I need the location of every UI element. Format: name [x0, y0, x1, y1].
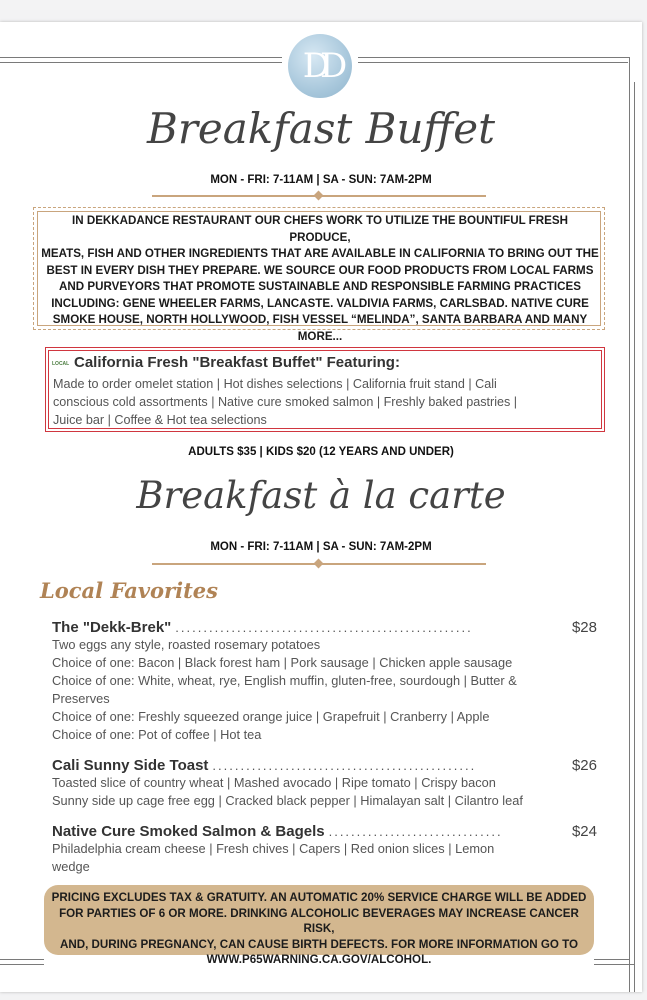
buffet-title: Breakfast Buffet	[146, 104, 496, 153]
notice-line: FOR PARTIES OF 6 OR MORE. DRINKING ALCOHOLIC BEVERAGES MAY INCREASE CANCER RISK,	[59, 906, 579, 935]
menu-item-header	[52, 619, 597, 636]
menu-item-desc: Preserves	[52, 691, 110, 706]
intro-line: IN DEKKADANCE RESTAURANT OUR CHEFS WORK TO UTILIZE THE BOUNTIFUL FRESH PRODUCE,	[72, 214, 568, 244]
notice-line: PRICING EXCLUDES TAX & GRATUITY. AN AUTOMATIC 20% SERVICE CHARGE WILL BE ADDED	[51, 891, 587, 904]
feature-text	[53, 375, 598, 429]
menu-item-header	[52, 823, 597, 840]
menu-item-price: $28	[571, 619, 597, 636]
frame-right-edge-2	[634, 82, 635, 992]
intro-text	[40, 213, 600, 345]
menu-item-name: Native Cure Smoked Salmon & Bagels	[52, 823, 325, 840]
leader-dots: ...............................	[328, 824, 503, 839]
carte-hours: MON - FRI: 7-11AM | SA - SUN: 7AM-2PM	[210, 541, 432, 553]
feature-line: conscious cold assortments | Native cure smoked salmon | Freshly baked pastries |	[53, 395, 518, 409]
buffet-prices: ADULTS $35 | KIDS $20 (12 YEARS AND UNDER)	[188, 446, 454, 458]
frame-top-right-2	[358, 62, 628, 63]
carte-title: Breakfast à la carte	[136, 474, 506, 517]
section-title-local-favorites: Local Favorites	[40, 578, 218, 603]
menu-item-smoked-salmon-bagels	[52, 823, 597, 876]
menu-item-dekk-brek	[52, 619, 597, 744]
frame-right-edge	[629, 57, 630, 992]
frame-bottom-right-2	[594, 964, 634, 965]
leader-dots: .....................................................	[175, 620, 473, 635]
menu-item-desc: wedge	[52, 859, 90, 874]
restaurant-logo	[288, 34, 352, 98]
leader-dots: ...............................................	[212, 758, 477, 773]
frame-top-left-2	[0, 62, 282, 63]
feature-title: California Fresh "Breakfast Buffet" Featuring:	[74, 354, 400, 371]
intro-line: MORE...	[297, 329, 343, 343]
feature-line: Made to order omelet station | Hot dishes selections | California fruit stand | Cali	[53, 377, 497, 391]
menu-item-desc: Toasted slice of country wheat | Mashed avocado | Ripe tomato | Crispy bacon	[52, 775, 496, 790]
notice-line: WWW.P65WARNING.CA.GOV/ALCOHOL.	[206, 953, 432, 966]
menu-item-price: $24	[571, 823, 597, 840]
menu-item-desc: Sunny side up cage free egg | Cracked black pepper | Himalayan salt | Cilantro leaf	[52, 793, 523, 808]
frame-bottom-right	[594, 959, 630, 960]
intro-line: INCLUDING: GENE WHEELER FARMS, LANCASTE. VALDIVIA FARMS, CARLSBAD. NATIVE CURE	[51, 296, 589, 310]
intro-line: MEATS, FISH AND OTHER INGREDIENTS THAT ARE AVAILABLE IN CALIFORNIA TO BRING OUT THE	[41, 247, 599, 260]
menu-item-name: Cali Sunny Side Toast	[52, 757, 209, 774]
menu-item-name: The "Dekk-Brek"	[52, 619, 172, 636]
intro-line: SMOKE HOUSE, NORTH HOLLYWOOD, FISH VESSEL “MELINDA”, SANTA BARBARA AND MANY	[52, 313, 588, 326]
menu-item-desc: Choice of one: White, wheat, rye, English muffin, gluten-free, sourdough | Butter &	[52, 673, 517, 688]
frame-bottom-left-2	[0, 964, 44, 965]
frame-top-right	[358, 57, 630, 58]
intro-line: AND PURVEYORS THAT PROMOTE SUSTAINABLE AND RESPONSIBLE FARMING PRACTICES	[59, 280, 581, 293]
logo-monogram: DD	[302, 46, 338, 86]
intro-line: BEST IN EVERY DISH THEY PREPARE. WE SOURCE OUR FOOD PRODUCTS FROM LOCAL FARMS	[46, 263, 594, 277]
menu-item-desc: Two eggs any style, roasted rosemary potatoes	[52, 637, 321, 652]
pricing-notice-text	[50, 890, 588, 968]
menu-item-desc: Choice of one: Freshly squeezed orange juice | Grapefruit | Cranberry | Apple	[52, 709, 490, 724]
frame-bottom-left	[0, 959, 44, 960]
local-tag: LOCAL	[52, 361, 70, 367]
menu-item-cali-sunny-side-toast	[52, 757, 597, 810]
menu-item-price: $26	[571, 757, 597, 774]
menu-item-header	[52, 757, 597, 774]
menu-item-desc: Philadelphia cream cheese | Fresh chives | Capers | Red onion slices | Lemon	[52, 841, 495, 856]
menu-item-desc: Choice of one: Bacon | Black forest ham | Pork sausage | Chicken apple sausage	[52, 655, 513, 670]
buffet-hours: MON - FRI: 7-11AM | SA - SUN: 7AM-2PM	[210, 174, 432, 186]
frame-top-left	[0, 57, 282, 58]
menu-item-desc: Choice of one: Pot of coffee | Hot tea	[52, 727, 262, 742]
feature-line: Juice bar | Coffee & Hot tea selections	[53, 413, 267, 427]
notice-line: AND, DURING PREGNANCY, CAN CAUSE BIRTH DEFECTS. FOR MORE INFORMATION GO TO	[59, 937, 579, 951]
